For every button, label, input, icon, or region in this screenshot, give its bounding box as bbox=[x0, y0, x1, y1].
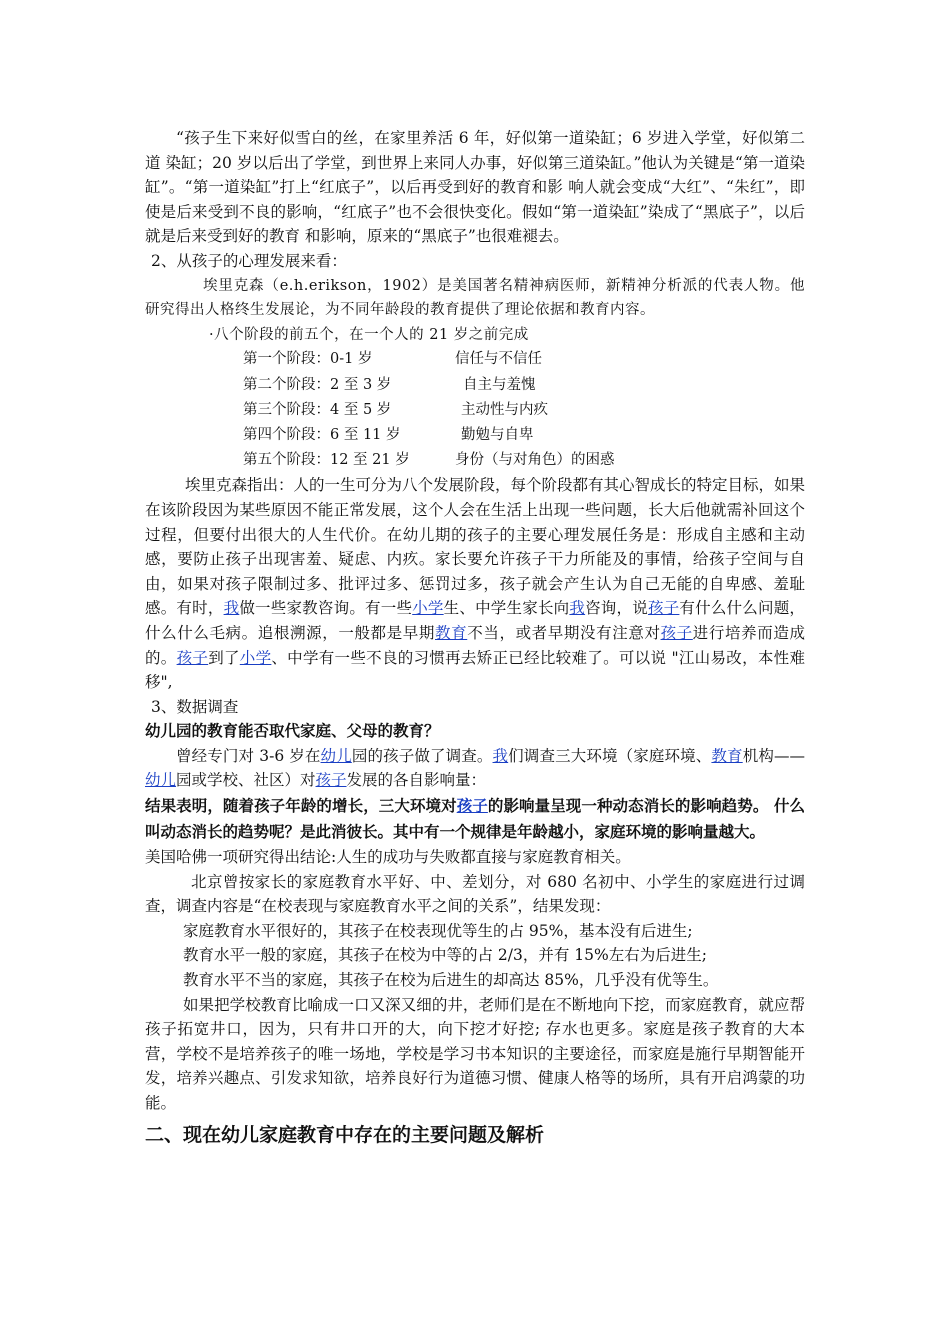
text-run: 生、中学生家长向 bbox=[443, 599, 570, 618]
text-run: 结果表明，随着孩子年龄的增长，三大环境对 bbox=[145, 797, 457, 816]
link-xiaoxue[interactable]: 小学 bbox=[412, 599, 444, 618]
well-paragraph: 如果把学校教育比喻成一口又深又细的井，老师们是在不断地向下挖，而家庭教育，就应帮孩子拓宽井口，因为，只有井口开的大，向下挖才好挖; 存水也更多。家庭是孩子教育的大本营，学校不是培养孩子的唯一场地，学校是学习书本知识的主要途径，而家庭是施行早期智能开发，培养兴趣点、引发求知欲，培养良好行为道德习惯、健康人格等的场所，具有开启鸿蒙的功能。 bbox=[145, 995, 805, 1113]
link-youer[interactable]: 幼儿 bbox=[145, 771, 177, 790]
text-run: 、中学有一些不良的习惯再去矫正已经比较难了。可以说 "江山易改，本性难移", bbox=[145, 648, 805, 692]
heading-psychology: 2、从孩子的心理发展来看： bbox=[151, 251, 347, 270]
text-run: 曾经专门对 3-6 岁在 bbox=[176, 746, 321, 765]
stage-row bbox=[145, 448, 805, 473]
section-title: 二、现在幼儿家庭教育中存在的主要问题及解析 bbox=[145, 1123, 545, 1146]
stage-label: 第二个阶段：2 至 3 岁 bbox=[243, 376, 392, 393]
link-jiaoyu[interactable]: 教育 bbox=[711, 746, 743, 765]
text-run: 有什么什么问题，什么什么毛病。追根溯源，一般都是早期 bbox=[145, 599, 805, 642]
text-run: 进行培养而造成的。 bbox=[145, 623, 805, 667]
stage-row bbox=[145, 398, 805, 423]
text-run: 不当，或者早期没有注意对 bbox=[467, 623, 661, 642]
stage-task: 身份（与对角色）的困惑 bbox=[455, 452, 615, 469]
finding-item: 教育水平不当的家庭，其孩子在校为后进生的却高达 85%，几乎没有优等生。 bbox=[183, 971, 719, 990]
result-paragraph bbox=[145, 793, 805, 845]
beijing-paragraph: 北京曾按家长的家庭教育水平好、中、差划分，对 680 名初中、小学生的家庭进行过调查，调查内容是“在校表现与家庭教育水平之间的关系”，结果发现： bbox=[145, 872, 805, 916]
link-youer[interactable]: 幼儿 bbox=[320, 746, 352, 765]
finding-item: 家庭教育水平很好的，其孩子在校表现优等生的占 95%，基本没有后进生; bbox=[183, 921, 693, 940]
text-run: 到了 bbox=[208, 648, 240, 667]
stage-row bbox=[145, 373, 805, 398]
document-body bbox=[145, 126, 805, 1150]
text-run: 园或学校、社区）对 bbox=[176, 771, 316, 790]
stage-task: 信任与不信任 bbox=[455, 351, 542, 368]
stage-row bbox=[145, 423, 805, 448]
link-haizi[interactable]: 孩子 bbox=[456, 797, 488, 816]
survey-paragraph bbox=[145, 744, 805, 793]
harvard-statement: 美国哈佛一项研究得出结论:人生的成功与失败都直接与家庭教育相关。 bbox=[145, 848, 631, 867]
link-haizi[interactable]: 孩子 bbox=[660, 623, 693, 642]
stages-list bbox=[145, 347, 805, 473]
findings-list bbox=[145, 919, 805, 993]
text-run: 做一些家教咨询。有一些 bbox=[239, 599, 413, 618]
text-run: 们调查三大环境（家庭环境、 bbox=[508, 746, 712, 765]
link-haizi[interactable]: 孩子 bbox=[315, 771, 347, 790]
stage-label: 第四个阶段：6 至 11 岁 bbox=[243, 426, 401, 443]
erikson-paragraph bbox=[145, 473, 805, 694]
text-run: 埃里克森指出：人的一生可分为八个发展阶段，每个阶段都有其心智成长的特定目标，如果在该阶段因为某些原因不能正常发展，这个人会在生活上出现一些问题，长大后他就需补回这个过程，但要付出很大的人生代价。在幼儿期的孩子的主要心理发展任务是：形成自主感和主动感，要防止孩子出现害羞、疑虑、内疚。家长要允许孩子干力所能及的事情，给孩子空间与自由，如果对孩子限制过多、批评过多、惩罚过多，孩子就会产生认为自己无能的自卑感、羞耻感。有时， bbox=[145, 476, 806, 618]
text-run: 园的孩子做了调查。 bbox=[351, 746, 493, 765]
text-run: 发展的各自影响量： bbox=[346, 771, 487, 790]
stage-row bbox=[145, 347, 805, 372]
stage-label: 第三个阶段：4 至 5 岁 bbox=[243, 401, 392, 418]
intro-paragraph: “孩子生下来好似雪白的丝，在家里养活 6 年，好似第一道染缸；6 岁进入学堂，好似第二道 染缸；20 岁以后出了学堂，到世界上来同人办事，好似第三道染缸。”他认为关键是“第一道染缸”。“第一道染缸”打上“红底子”，以后再受到好的教育和影 响人就会变成“大红”、“朱红”，即使是后来受到不良的影响，“红底子”也不会很快变化。假如“第一道染缸”染成了“黑底子”，以后就是后来受到好的教育 和影响，原来的“黑底子”也很难褪去。 bbox=[145, 129, 805, 246]
link-jiaoyu[interactable]: 教育 bbox=[435, 623, 468, 642]
stages-note: ·八个阶段的前五个，在一个人的 21 岁之前完成 bbox=[209, 326, 529, 343]
stage-task: 主动性与内疚 bbox=[461, 401, 548, 418]
stage-task: 勤勉与自卑 bbox=[461, 426, 534, 443]
link-wo[interactable]: 我 bbox=[223, 599, 240, 618]
erikson-intro: 埃里克森（e.h.erikson，1902）是美国著名精神病医师，新精神分析派的代表人物。他研究得出人格终生发展论，为不同年龄段的教育提供了理论依据和教育内容。 bbox=[145, 277, 805, 319]
question-heading: 幼儿园的教育能否取代家庭、父母的教育？ bbox=[145, 722, 440, 741]
link-wo[interactable]: 我 bbox=[492, 746, 509, 765]
text-run: 咨询，说 bbox=[585, 599, 648, 618]
text-run: 的影响量呈现一种动态消长的影响趋势。 什么叫动态消长的趋势呢？是此消彼长。其中有一个规律是年龄越小，家庭环境的影响量越大。 bbox=[145, 797, 805, 842]
text-run: 机构—— bbox=[742, 746, 805, 765]
stage-task: 自主与羞愧 bbox=[463, 376, 536, 393]
stage-label: 第五个阶段：12 至 21 岁 bbox=[243, 452, 410, 469]
stage-label: 第一个阶段：0-1 岁 bbox=[243, 351, 373, 368]
link-xiaoxue[interactable]: 小学 bbox=[239, 648, 272, 667]
heading-data-survey: 3、数据调查 bbox=[151, 697, 239, 716]
link-haizi[interactable]: 孩子 bbox=[647, 599, 680, 618]
link-wo[interactable]: 我 bbox=[569, 599, 586, 618]
finding-item: 教育水平一般的家庭，其孩子在校为中等的占 2/3，并有 15%左右为后进生; bbox=[183, 946, 707, 965]
link-haizi[interactable]: 孩子 bbox=[176, 648, 209, 667]
